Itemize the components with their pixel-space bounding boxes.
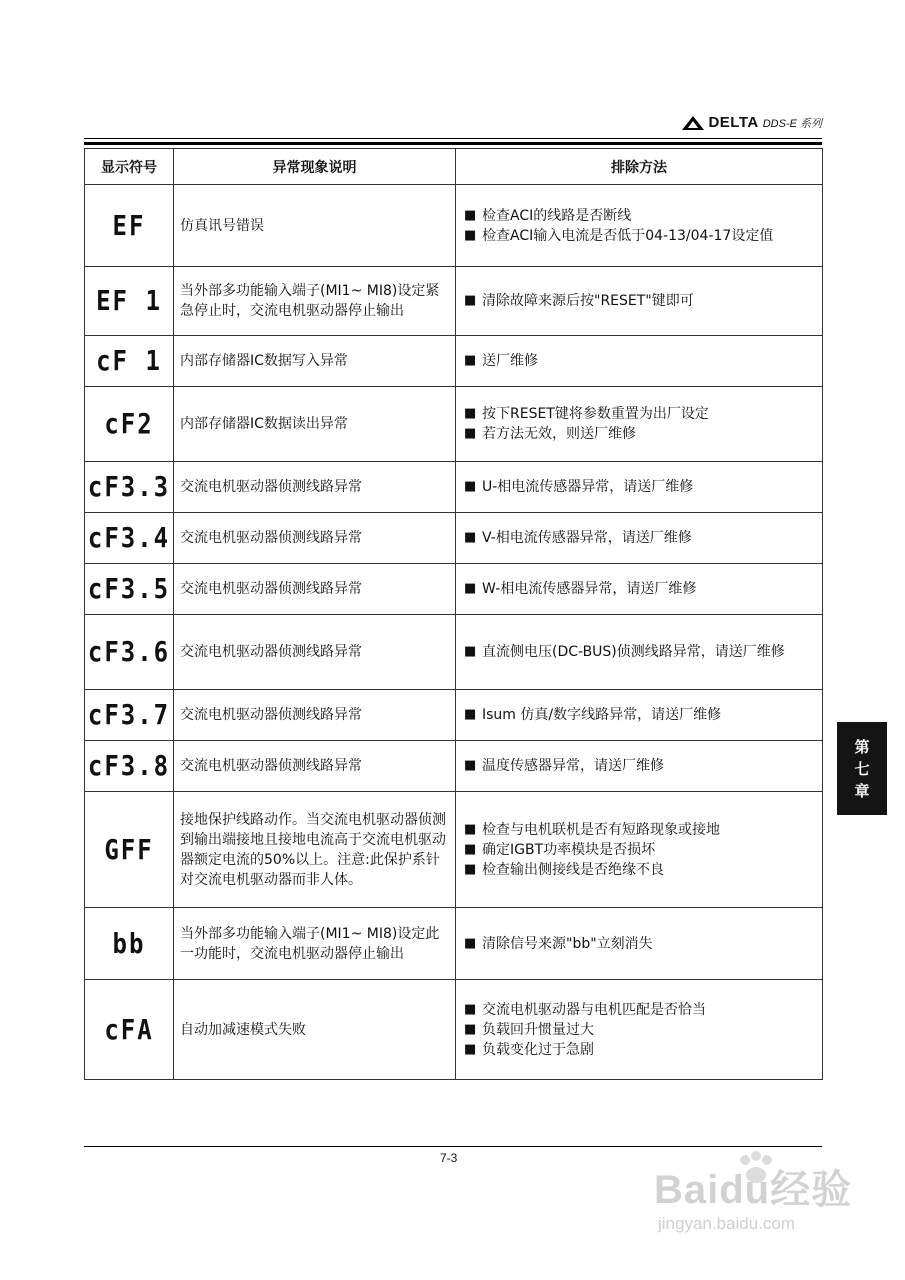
table-row: [85, 615, 823, 690]
fault-description: 交流电机驱动器侦测线路异常: [174, 564, 456, 615]
fault-description: 自动加减速模式失败: [174, 980, 456, 1080]
list-item: ■ V-相电流传感器异常，请送厂维修: [464, 530, 692, 546]
table-row: [85, 741, 823, 792]
fault-code: bb: [112, 927, 146, 960]
page-number: 7-3: [440, 1151, 458, 1165]
bullet-square-icon: ■: [464, 707, 477, 722]
table-row: [85, 980, 823, 1080]
list-item: ■ 按下RESET键将参数重置为出厂设定: [464, 406, 709, 422]
series-name: DDS-E 系列: [762, 117, 822, 130]
list-item: ■ 负载变化过于急剧: [464, 1041, 594, 1058]
table-row: [85, 387, 823, 462]
footer-rule: [84, 1146, 822, 1147]
header-code: 显示符号: [85, 149, 174, 185]
fault-code: cF3.5: [87, 572, 171, 606]
fault-code: cF 1: [96, 344, 162, 378]
bullet-square-icon: ■: [464, 841, 477, 857]
bullet-square-icon: ■: [464, 821, 477, 837]
bullet-square-icon: ■: [464, 406, 477, 421]
brand-name: DELTA: [708, 114, 759, 131]
remedy-list: [462, 579, 816, 599]
fault-description: 交流电机驱动器侦测线路异常: [174, 462, 456, 513]
table-row: [85, 462, 823, 513]
bullet-square-icon: ■: [464, 935, 477, 951]
header-remedy: 排除方法: [456, 149, 823, 185]
list-item: ■ 若方法无效，则送厂维修: [464, 426, 636, 442]
bullet-square-icon: ■: [464, 861, 477, 877]
fault-code: cFA: [104, 1013, 154, 1046]
table-row: [85, 185, 823, 267]
chapter-tab-char: 第: [854, 737, 870, 756]
table-row: [85, 336, 823, 387]
bullet-square-icon: ■: [464, 293, 477, 308]
table-row: [85, 267, 823, 336]
chapter-tab-char: 七: [854, 759, 870, 778]
list-item: ■ Isum 仿真/数字线路异常，请送厂维修: [464, 707, 722, 723]
fault-description: 交流电机驱动器侦测线路异常: [174, 741, 456, 792]
fault-code: EF: [112, 209, 146, 242]
bullet-square-icon: ■: [464, 1041, 477, 1057]
watermark-logo: Baidu经验: [654, 1168, 853, 1212]
list-item: ■ 负载回升惯量过大: [464, 1021, 594, 1038]
table-row: [85, 792, 823, 908]
fault-code: cF2: [104, 407, 154, 441]
fault-description: 仿真讯号错误: [174, 185, 456, 267]
chapter-tab-char: 章: [854, 781, 870, 800]
remedy-list: [462, 291, 816, 311]
table-row: [85, 690, 823, 741]
delta-logo: [682, 114, 822, 131]
list-item: ■ 清除信号来源"bb"立刻消失: [464, 935, 653, 952]
list-item: ■ 温度传感器异常，请送厂维修: [464, 758, 664, 774]
header-description: 异常现象说明: [174, 149, 456, 185]
fault-description: 接地保护线路动作。当交流电机驱动器侦测到输出端接地且接地电流高于交流电机驱动器额定电流的50%以上。注意:此保护系针对交流电机驱动器而非人体。: [174, 792, 456, 908]
list-item: ■ 直流侧电压(DC-BUS)侦测线路异常，请送厂维修: [464, 644, 785, 660]
list-item: ■ 检查与电机联机是否有短路现象或接地: [464, 821, 720, 838]
bullet-square-icon: ■: [464, 479, 477, 494]
remedy-list: [462, 351, 816, 371]
fault-description: 交流电机驱动器侦测线路异常: [174, 513, 456, 564]
fault-code: cF3.4: [87, 521, 171, 555]
list-item: ■ 确定IGBT功率模块是否损坏: [464, 841, 656, 858]
fault-description: 内部存储器IC数据写入异常: [174, 336, 456, 387]
fault-description: 内部存储器IC数据读出异常: [174, 387, 456, 462]
header-rule-thin: [84, 138, 822, 139]
bullet-square-icon: ■: [464, 758, 477, 773]
bullet-square-icon: ■: [464, 581, 477, 596]
list-item: ■ 交流电机驱动器与电机匹配是否恰当: [464, 1001, 706, 1018]
list-item: ■ W-相电流传感器异常，请送厂维修: [464, 581, 697, 597]
list-item: ■ 送厂维修: [464, 353, 538, 369]
remedy-list: [462, 528, 816, 548]
delta-triangle-icon: [682, 116, 704, 130]
fault-code: cF3.8: [87, 749, 171, 783]
bullet-square-icon: ■: [464, 227, 477, 243]
fault-table: [84, 148, 823, 1080]
bullet-square-icon: ■: [464, 426, 477, 441]
watermark-url: jingyan.baidu.com: [658, 1214, 796, 1233]
fault-description: 当外部多功能输入端子(MI1~ MI8)设定紧急停止时，交流电机驱动器停止输出: [174, 267, 456, 336]
bullet-square-icon: ■: [464, 530, 477, 545]
remedy-list: [462, 934, 816, 954]
fault-description: 当外部多功能输入端子(MI1~ MI8)设定此一功能时，交流电机驱动器停止输出: [174, 908, 456, 980]
chapter-tab: [837, 722, 887, 815]
table-header-row: [85, 149, 823, 185]
bullet-square-icon: ■: [464, 644, 477, 659]
remedy-list: [462, 404, 816, 444]
fault-description: 交流电机驱动器侦测线路异常: [174, 615, 456, 690]
fault-description: 交流电机驱动器侦测线路异常: [174, 690, 456, 741]
list-item: ■ 检查输出侧接线是否绝缘不良: [464, 861, 664, 878]
bullet-square-icon: ■: [464, 353, 477, 368]
list-item: ■ 清除故障来源后按"RESET"键即可: [464, 293, 694, 309]
remedy-list: [462, 756, 816, 776]
bullet-square-icon: ■: [464, 1021, 477, 1037]
fault-code: EF 1: [96, 284, 162, 318]
remedy-list: [462, 206, 816, 246]
remedy-list: [462, 705, 816, 725]
remedy-list: [462, 1000, 816, 1060]
bullet-square-icon: ■: [464, 1001, 477, 1017]
list-item: ■ 检查ACI输入电流是否低于04-13/04-17设定值: [464, 227, 774, 244]
header-rule-thick: [84, 142, 822, 145]
list-item: ■ 检查ACI的线路是否断线: [464, 207, 632, 224]
table-row: [85, 564, 823, 615]
list-item: ■ U-相电流传感器异常，请送厂维修: [464, 479, 694, 495]
watermark: [640, 1150, 900, 1250]
remedy-list: [462, 642, 816, 662]
fault-code: GFF: [104, 833, 154, 866]
fault-code: cF3.6: [87, 635, 171, 669]
bullet-square-icon: ■: [464, 207, 477, 223]
remedy-list: [462, 477, 816, 497]
table-row: [85, 908, 823, 980]
fault-code: cF3.3: [87, 470, 171, 504]
table-row: [85, 513, 823, 564]
remedy-list: [462, 820, 816, 880]
fault-code: cF3.7: [87, 698, 171, 732]
